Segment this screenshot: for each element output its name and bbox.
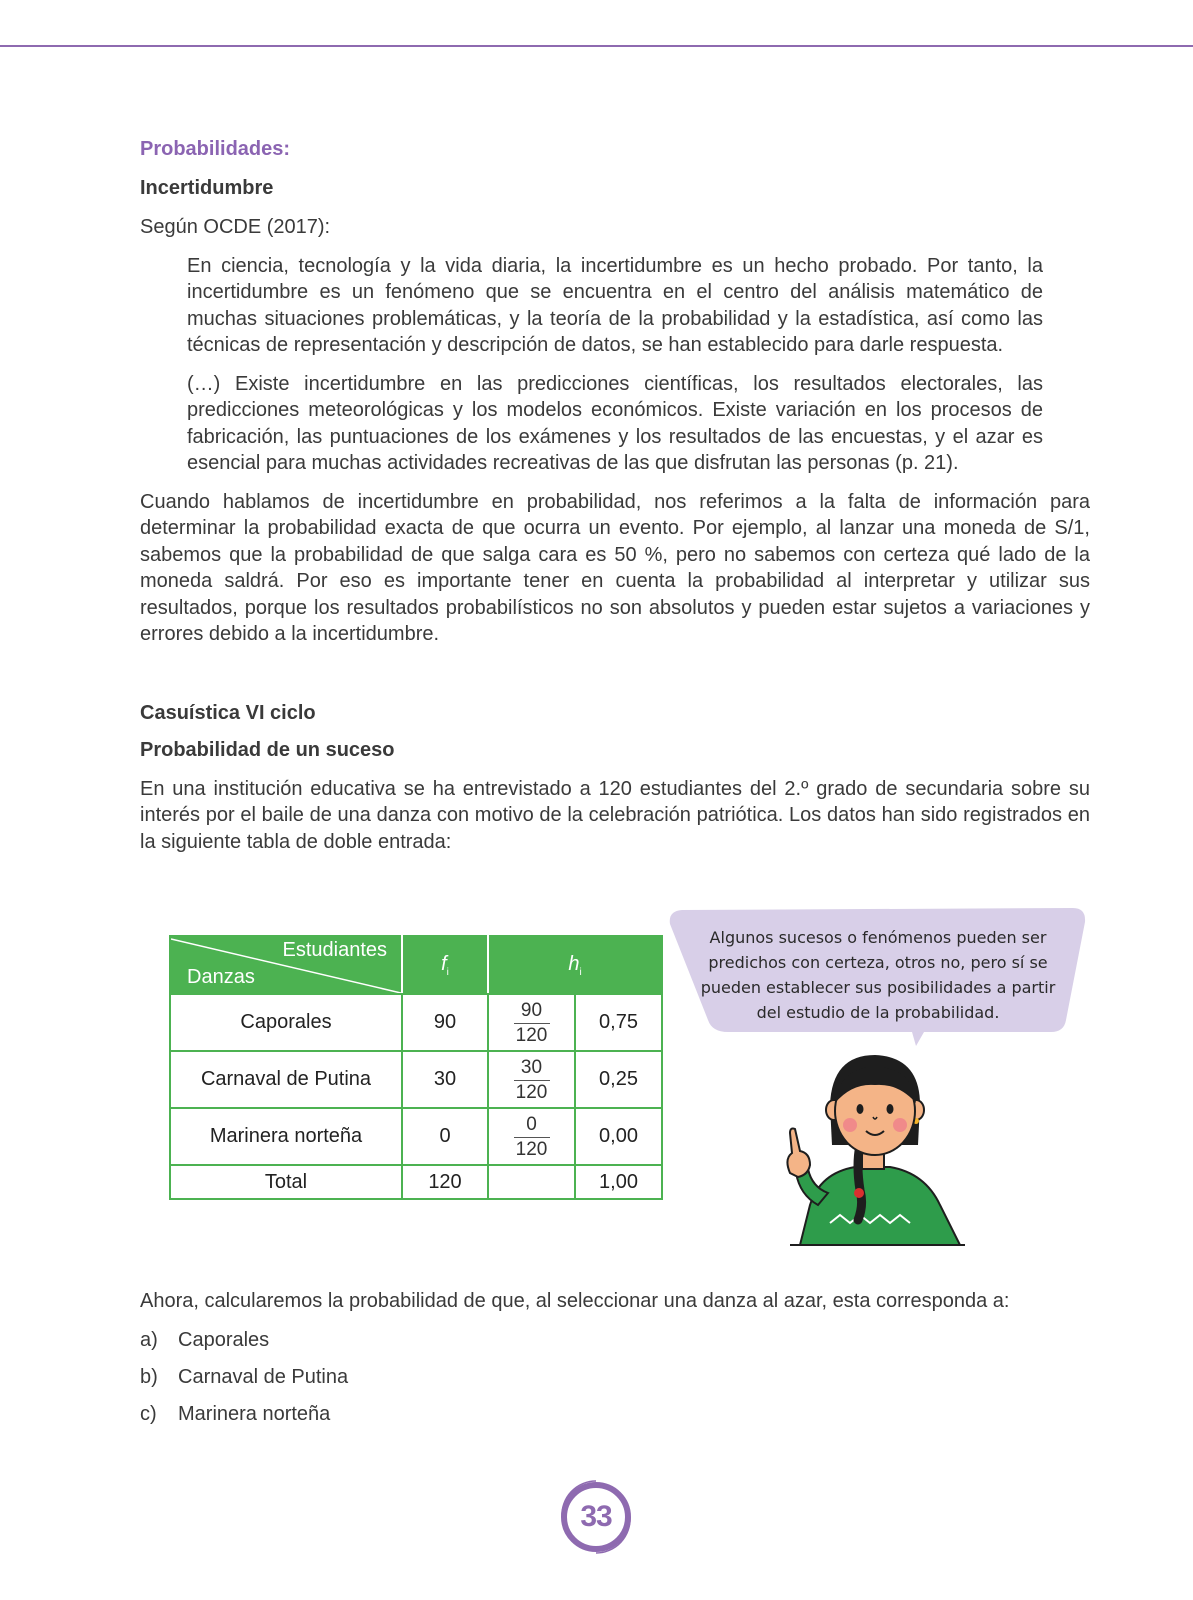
source-line: Según OCDE (2017): <box>140 216 331 238</box>
cell-total-fi: 120 <box>402 1165 488 1199</box>
cell-fi: 30 <box>402 1051 488 1108</box>
table-row <box>170 994 662 1051</box>
girl-illustration <box>760 1055 990 1265</box>
question-block <box>140 1288 1100 1438</box>
cell-hi: 0,00 <box>575 1108 662 1165</box>
cell-total-label: Total <box>170 1165 402 1199</box>
table-total-row <box>170 1165 662 1199</box>
header-fi: $f_i$ <box>402 936 488 994</box>
table-row <box>170 1051 662 1108</box>
top-rule <box>0 45 1193 47</box>
option-item: b) Carnaval de Putina <box>140 1365 349 1388</box>
cell-fi: 90 <box>402 994 488 1051</box>
page-number: 33 <box>580 1500 612 1533</box>
casuistica-intro: En una institución educativa se ha entrevistado a 120 estudiantes del 2.º grado de secundaria sobre su interés por el baile de una danza con motivo de la celebración patriótica. Los datos han sido registrados en la siguiente tabla de doble entrada: <box>140 777 1090 853</box>
cell-fi: 0 <box>402 1108 488 1165</box>
casuistica-subtitle: Probabilidad de un suceso <box>140 738 395 761</box>
cell-fraction: $\frac{0}{120}$ <box>488 1108 575 1165</box>
cell-total-hi: 1,00 <box>575 1165 662 1199</box>
cell-hi: 0,75 <box>575 994 662 1051</box>
cell-empty <box>488 1165 575 1199</box>
cell-hi: 0,25 <box>575 1051 662 1108</box>
main-content <box>140 138 1090 855</box>
page-number-badge <box>556 1477 636 1557</box>
quote-paragraph-2: (…) Existe incertidumbre en las predicciones científicas, los resultados electorales, las predicciones meteorológicas y los modelos económicos. Existe variación en los procesos de fabricación, las puntuaciones de los exámenes y los resultados de las encuestas, y el azar es esencial para muchas actividades recreativas de las que disfrutan las personas (p. 21). <box>187 372 1043 474</box>
option-item: a) Caporales <box>140 1328 270 1351</box>
cell-dance: Caporales <box>170 994 402 1051</box>
cell-fraction: $\frac{90}{120}$ <box>488 994 575 1051</box>
incertidumbre-paragraph: Cuando hablamos de incertidumbre en probabilidad, nos referimos a la falta de información para determinar la probabilidad exacta de que ocurra un evento. Por ejemplo, al lanzar una moneda de S/1, sabemos que la probabilidad de que salga cara es 50 %, pero no sabemos con certeza qué lado de la moneda saldrá. Por eso es importante tener en cuenta la probabilidad al interpretar y utilizar sus resultados, porque los resultados probabilísticos no son absolutos y pueden estar sujetos a variaciones y errores debido a la incertidumbre. <box>140 490 1090 645</box>
quote-paragraph-1: En ciencia, tecnología y la vida diaria, la incertidumbre es un hecho probado. Por tanto, la incertidumbre es un fenómeno que se encuentra en el centro del análisis matemático de muchas situaciones problemáticas, y la teoría de la probabilidad y la estadística, así como las técnicas de representación y descripción de datos, se han establecido para darle respuesta. <box>187 254 1043 356</box>
frequency-table <box>169 935 663 1200</box>
table-header-row <box>170 936 662 994</box>
question-text: Ahora, calcularemos la probabilidad de que, al seleccionar una danza al azar, esta corresponda a: <box>140 1290 1010 1312</box>
option-item: c) Marinera norteña <box>140 1402 331 1425</box>
table-row <box>170 1108 662 1165</box>
cell-dance: Carnaval de Putina <box>170 1051 402 1108</box>
header-estudiantes: Estudiantes <box>282 939 387 961</box>
header-hi: $h_i$ <box>488 936 662 994</box>
casuistica-title: Casuística VI ciclo <box>140 701 316 724</box>
speech-bubble <box>668 908 1088 1046</box>
section-title: Probabilidades: <box>140 138 291 160</box>
cell-fraction: $\frac{30}{120}$ <box>488 1051 575 1108</box>
header-diagonal-cell <box>170 936 402 994</box>
speech-bubble-text: Algunos sucesos o fenómenos pueden ser predichos con certeza, otros no, pero sí se pueden establecer sus posibilidades a partir del estudio de la probabilidad. <box>700 928 1056 1022</box>
header-danzas: Danzas <box>187 966 255 988</box>
subtitle-incertidumbre: Incertidumbre <box>140 177 274 199</box>
cell-dance: Marinera norteña <box>170 1108 402 1165</box>
